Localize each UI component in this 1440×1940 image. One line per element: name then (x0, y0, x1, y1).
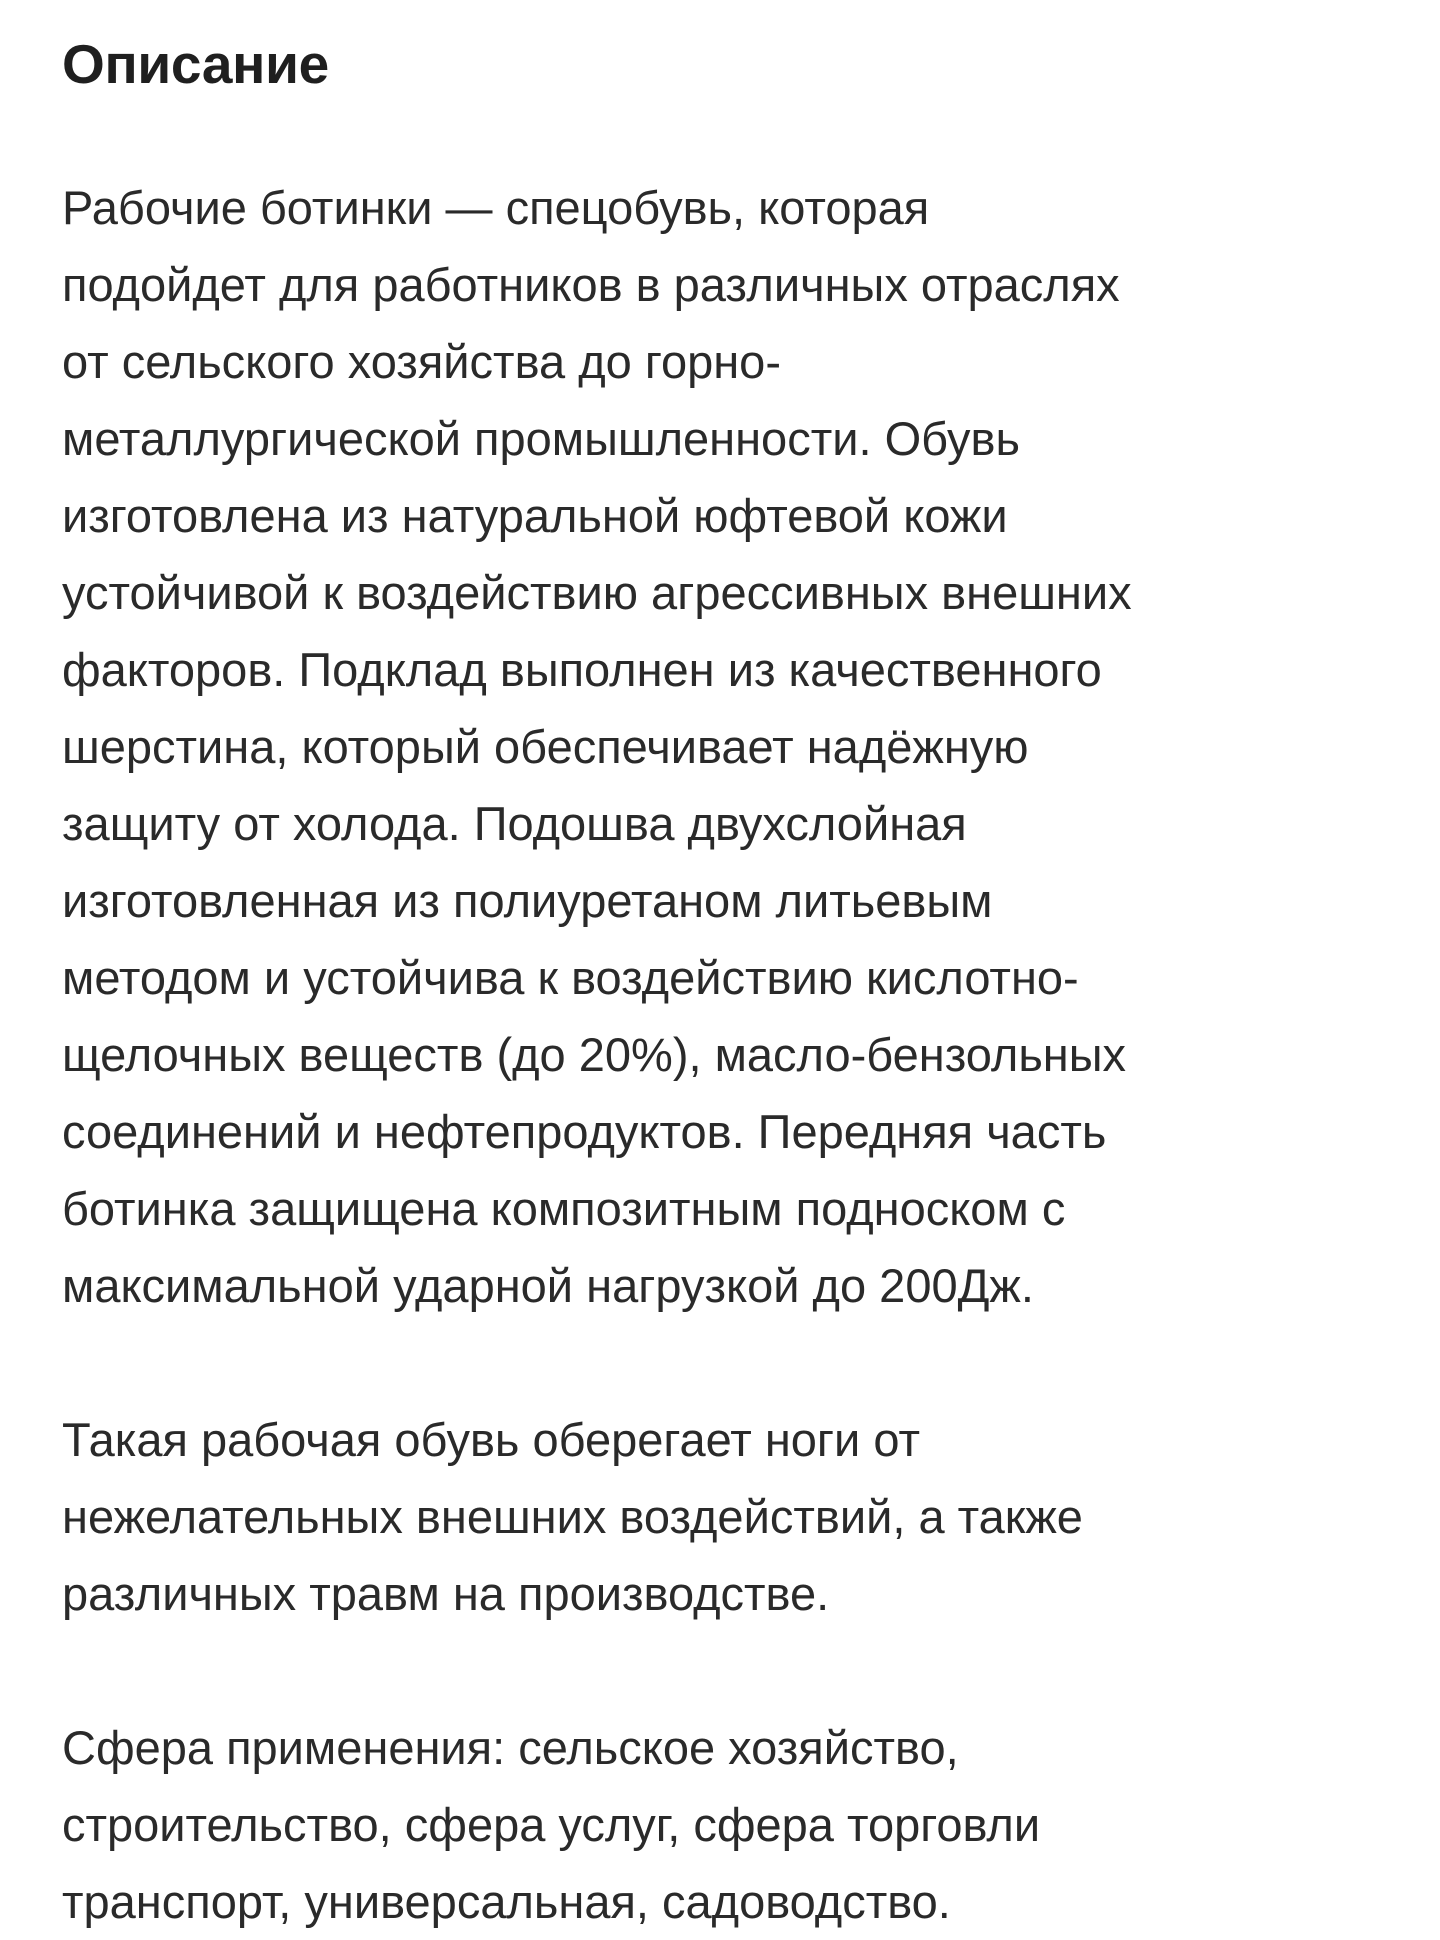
text-line: максимальной ударной нагрузкой до 200Дж. (62, 1259, 1034, 1312)
text-line: методом и устойчива к воздействию кислотно- (62, 951, 1079, 1004)
description-paragraph-1 (62, 169, 1392, 1324)
text-line: от сельского хозяйства до горно- (62, 335, 781, 388)
text-line: устойчивой к воздействию агрессивных внешних (62, 566, 1132, 619)
description-paragraph-2 (62, 1401, 1392, 1632)
text-line: соединений и нефтепродуктов. Передняя часть (62, 1105, 1107, 1158)
text-line: защиту от холода. Подошва двухслойная (62, 797, 967, 850)
section-title: Описание (62, 33, 329, 95)
text-line: Такая рабочая обувь оберегает ноги от (62, 1413, 921, 1466)
text-line: транспорт, универсальная, садоводство. (62, 1875, 951, 1928)
text-line: Рабочие ботинки — спецобувь, которая (62, 181, 930, 234)
description-section (62, 26, 1392, 1940)
text-line: факторов. Подклад выполнен из качественного (62, 643, 1102, 696)
text-line: ботинка защищена композитным подноском с (62, 1182, 1066, 1235)
text-line: различных травм на производстве. (62, 1567, 830, 1620)
text-line: строительство, сфера услуг, сфера торговли (62, 1798, 1041, 1851)
text-line: Сфера применения: сельское хозяйство, (62, 1721, 959, 1774)
application-areas-paragraph (62, 1709, 1392, 1940)
text-line: изготовлена из натуральной юфтевой кожи (62, 489, 1008, 542)
text-line: нежелательных внешних воздействий, а также (62, 1490, 1083, 1543)
text-line: изготовленная из полиуретаном литьевым (62, 874, 993, 927)
text-line: металлургической промышленности. Обувь (62, 412, 1020, 465)
text-line: щелочных веществ (до 20%), масло-бензольных (62, 1028, 1127, 1081)
text-line: подойдет для работников в различных отраслях (62, 258, 1120, 311)
text-line: шерстина, который обеспечивает надёжную (62, 720, 1029, 773)
